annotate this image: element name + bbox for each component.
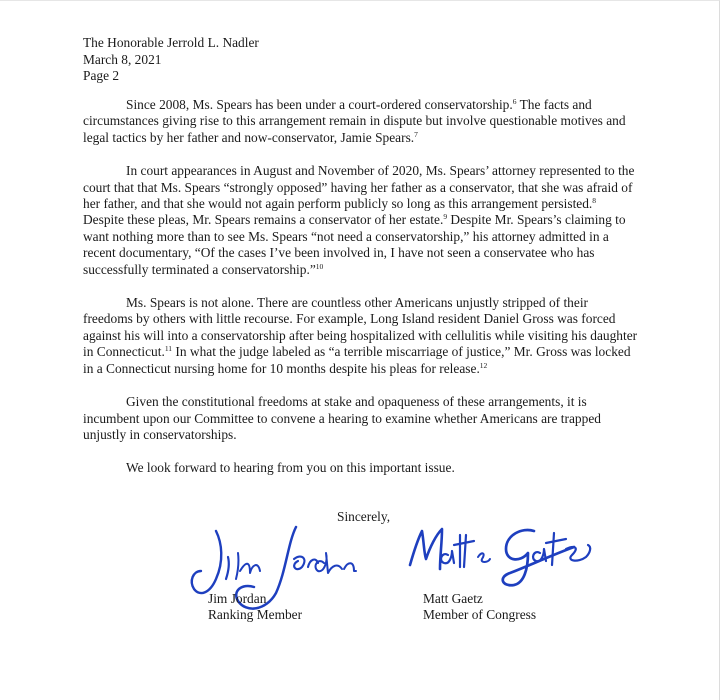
footnote-marker: 8	[592, 196, 597, 206]
body-paragraph	[83, 295, 639, 377]
paragraph-text: In what the judge labeled as “a terrible miscarriage of justice,” Mr. Gross was locked in a Connecticut nursing home for 10 months despite his pleas for release.	[83, 344, 631, 376]
body-paragraph	[83, 394, 639, 443]
footnote-marker: 6	[512, 97, 517, 106]
page-number: Page 2	[83, 68, 120, 83]
date-line: March 8, 2021	[83, 51, 162, 67]
signatory-title: Ranking Member	[208, 607, 303, 622]
paragraph-text: Ms. Spears is not alone. There are countless other Americans unjustly stripped of their freedoms by others with little recourse. For example, Long Island resident Daniel Gross was forced against his will into a conservatorship after being hospitalized with cellulitis while visiting his daughter in Connecticut.	[83, 295, 638, 360]
paragraph-text: Since 2008, Ms. Spears has been under a court-ordered conservatorship.	[126, 97, 513, 112]
footnote-marker: 11	[164, 344, 173, 354]
body-paragraph	[83, 460, 639, 476]
paragraph-text: Despite Mr. Spears’s claiming to want nothing more than to see Ms. Spears “not need a conservatorship,” his attorney admitted in a recent documentary, “Of the cases I’ve been involved in, I have not seen a conservatee who has successfully terminated a conservatorship.”	[83, 212, 626, 277]
letter-body	[83, 97, 639, 494]
signatory-name: Jim Jordan	[208, 591, 267, 606]
body-paragraph	[83, 97, 639, 146]
letter-header	[83, 35, 259, 85]
paragraph-text: We look forward to hearing from you on this important issue.	[126, 460, 455, 476]
footnote-marker: 10	[315, 261, 324, 271]
closing-salutation: Sincerely,	[337, 509, 391, 524]
recipient-line: The Honorable Jerrold L. Nadler	[83, 35, 259, 50]
signatory-title: Member of Congress	[423, 607, 537, 622]
gaetz-signature	[402, 517, 602, 587]
paragraph-text: In court appearances in August and November of 2020, Ms. Spears’ attorney represented to the court that that Ms. Spears “strongly opposed” having her father as a conservator, that she was afraid of her father, and that she would not again perform publicly so long as this arrangement persisted.	[83, 163, 635, 212]
signatory-jordan	[208, 591, 302, 623]
footnote-marker: 9	[443, 212, 448, 222]
body-paragraph	[83, 163, 639, 278]
signatory-gaetz	[423, 591, 536, 623]
paragraph-text: Despite these pleas, Mr. Spears remains a conservator of her estate.	[83, 212, 444, 228]
paragraph-text: The facts and circumstances giving rise to this arrangement remain in dispute but involve questionable motives and legal tactics by her father and now-conservator, Jamie Spears.	[83, 97, 626, 145]
footnote-marker: 7	[414, 129, 418, 139]
footnote-marker: 12	[479, 360, 488, 370]
paragraph-text: Given the constitutional freedoms at stake and opaqueness of these arrangements, it is incumbent upon our Committee to convene a hearing to examine whether Americans are trapped unjustly in conservatorships.	[83, 394, 601, 442]
signatory-name: Matt Gaetz	[423, 591, 483, 606]
